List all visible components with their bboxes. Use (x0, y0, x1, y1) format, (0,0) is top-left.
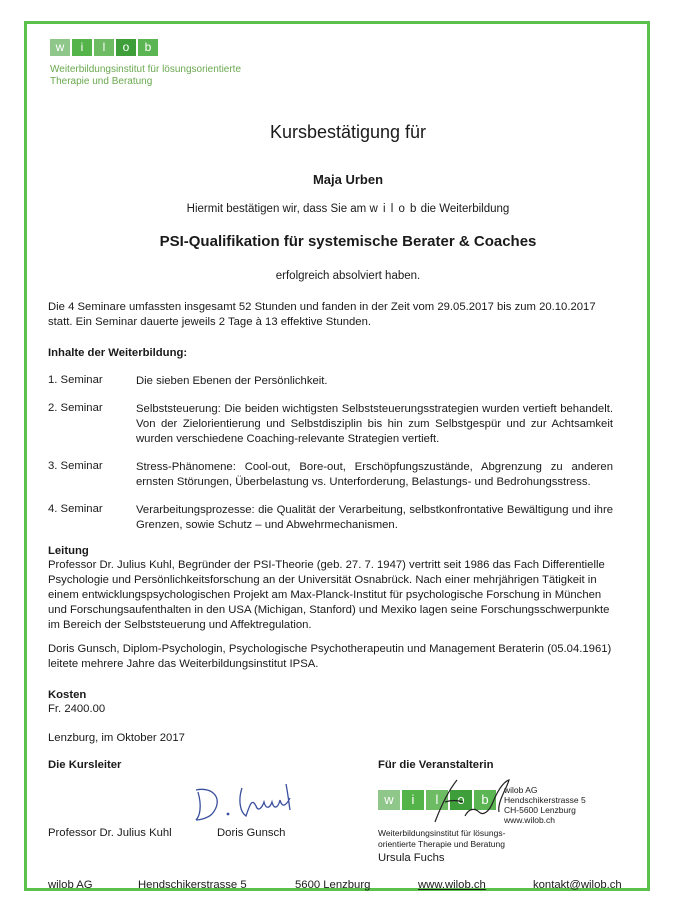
logo-letter: i (402, 790, 424, 810)
signer-gunsch: Doris Gunsch (217, 827, 286, 839)
recipient-name: Maja Urben (312, 172, 384, 187)
logo-letter: l (94, 39, 114, 56)
leitung-kuhl: Professor Dr. Julius Kuhl, Begründer der PSI-Theorie (geb. 27. 7. 1947) vertritt seit 1986 das Fach Differentielle Psychologie und Persönlichkeitsforschung an der Universität Osnabrück. Nach einer mehrjährigen Tätigkeit in einem entwicklungspsychologischen Projekt am Max-Planck-Institut für psychologische Forschung in München und Forschungsaufenthalten in den USA (Michigan, Stanford) und Mexiko lagen seine Forschungsschwerpunkte im Bereich der Selbststeuerung und Affektregulation. (48, 559, 610, 631)
confirmation-text (0, 203, 696, 215)
module-text: Selbststeuerung: Die beiden wichtigsten Selbststeuerungsstrategien wurden vertieft behandelt. Von der Zielorientierung und Selbstdisziplin bis hin zum Selbstgespür und zur Achtsamkeit wurden verschiedene Coaching-relevante Strategien vertieft. (136, 403, 613, 445)
wilob-logo (50, 39, 160, 56)
stamp-line-1: Weiterbildungsinstitut für lösungs- (378, 828, 506, 838)
veranstalterin-heading: Für die Veranstalterin (378, 759, 494, 771)
footer-street: Hendschikerstrasse 5 (138, 879, 247, 891)
module-number: 3. Seminar (48, 460, 103, 472)
logo-tagline-2: Therapie und Beratung (50, 76, 153, 87)
confirm-prefix: Hiermit bestätigen wir, dass Sie am (186, 203, 367, 215)
kosten-heading: Kosten (48, 689, 87, 701)
logo-letter: b (474, 790, 496, 810)
logo-letter: b (138, 39, 158, 56)
kosten-value: Fr. 2400.00 (48, 703, 106, 715)
page-title: Kursbestätigung für (269, 122, 427, 142)
stamp-line-2: orientierte Therapie und Beratung (378, 839, 505, 849)
leitung-gunsch: Doris Gunsch, Diplom-Psychologin, Psychologische Psychotherapeutin und Management Beraterin (05.04.1961) leitete mehrere Jahre das Weiterbildungsinstitut IPSA. (48, 643, 612, 670)
leitung-heading: Leitung (48, 545, 89, 557)
org-signer: Ursula Fuchs (378, 852, 445, 864)
footer-city: 5600 Lenzburg (295, 879, 371, 891)
logo-letter: o (116, 39, 136, 56)
module-text: Verarbeitungsprozesse: die Qualität der Verarbeitung, selbstkonfrontative Bewältigung und ihre Grenzen, sowie Schutz – und Abwehrmechanismen. (136, 504, 613, 531)
confirm-brand: w i l o b (369, 203, 418, 215)
course-title: PSI-Qualifikation für systemische Berater & Coaches (159, 233, 537, 250)
footer-website-link[interactable]: www.wilob.ch (418, 879, 486, 891)
kursleiter-heading: Die Kursleiter (48, 759, 122, 771)
contents-heading: Inhalte der Weiterbildung: (48, 347, 188, 359)
logo-letter: i (72, 39, 92, 56)
fuchs-signature (405, 772, 525, 832)
confirm-suffix: die Weiterbildung (420, 203, 510, 215)
summary-paragraph: Die 4 Seminare umfassten insgesamt 52 Stunden und fanden in der Zeit vom 29.05.2017 bis zum 20.10.2017 statt. Ein Seminar dauerte jeweils 2 Tage à 13 effektive Stunden. (48, 301, 596, 328)
footer-company: wilob AG (48, 879, 93, 891)
footer-email[interactable]: kontakt@wilob.ch (533, 879, 622, 891)
place-date: Lenzburg, im Oktober 2017 (48, 732, 185, 744)
logo-letter: l (426, 790, 448, 810)
logo-tagline-1: Weiterbildungsinstitut für lösungsorientierte (50, 64, 242, 75)
stamp-addr-1: wilob AG (504, 785, 538, 795)
logo-letter: w (50, 39, 70, 56)
module-number: 2. Seminar (48, 402, 103, 414)
module-text: Die sieben Ebenen der Persönlichkeit. (136, 375, 328, 387)
completed-text: erfolgreich absolviert haben. (275, 270, 421, 282)
signer-kuhl: Professor Dr. Julius Kuhl (48, 827, 172, 839)
stamp-addr-2: Hendschikerstrasse 5 (504, 795, 586, 805)
stamp-addr-4: www.wilob.ch (504, 815, 556, 825)
logo-letter: w (378, 790, 400, 810)
module-number: 4. Seminar (48, 503, 103, 515)
module-text: Stress-Phänomene: Cool-out, Bore-out, Erschöpfungszustände, Abgrenzung zu anderen ernsten Störungen, Überbelastung vs. Unterforderung, Belastungs- und Bedrohungsstress. (136, 461, 613, 488)
gunsch-signature (190, 776, 320, 828)
logo-letter: o (450, 790, 472, 810)
stamp-addr-3: CH-5600 Lenzburg (504, 805, 576, 815)
module-number: 1. Seminar (48, 374, 103, 386)
